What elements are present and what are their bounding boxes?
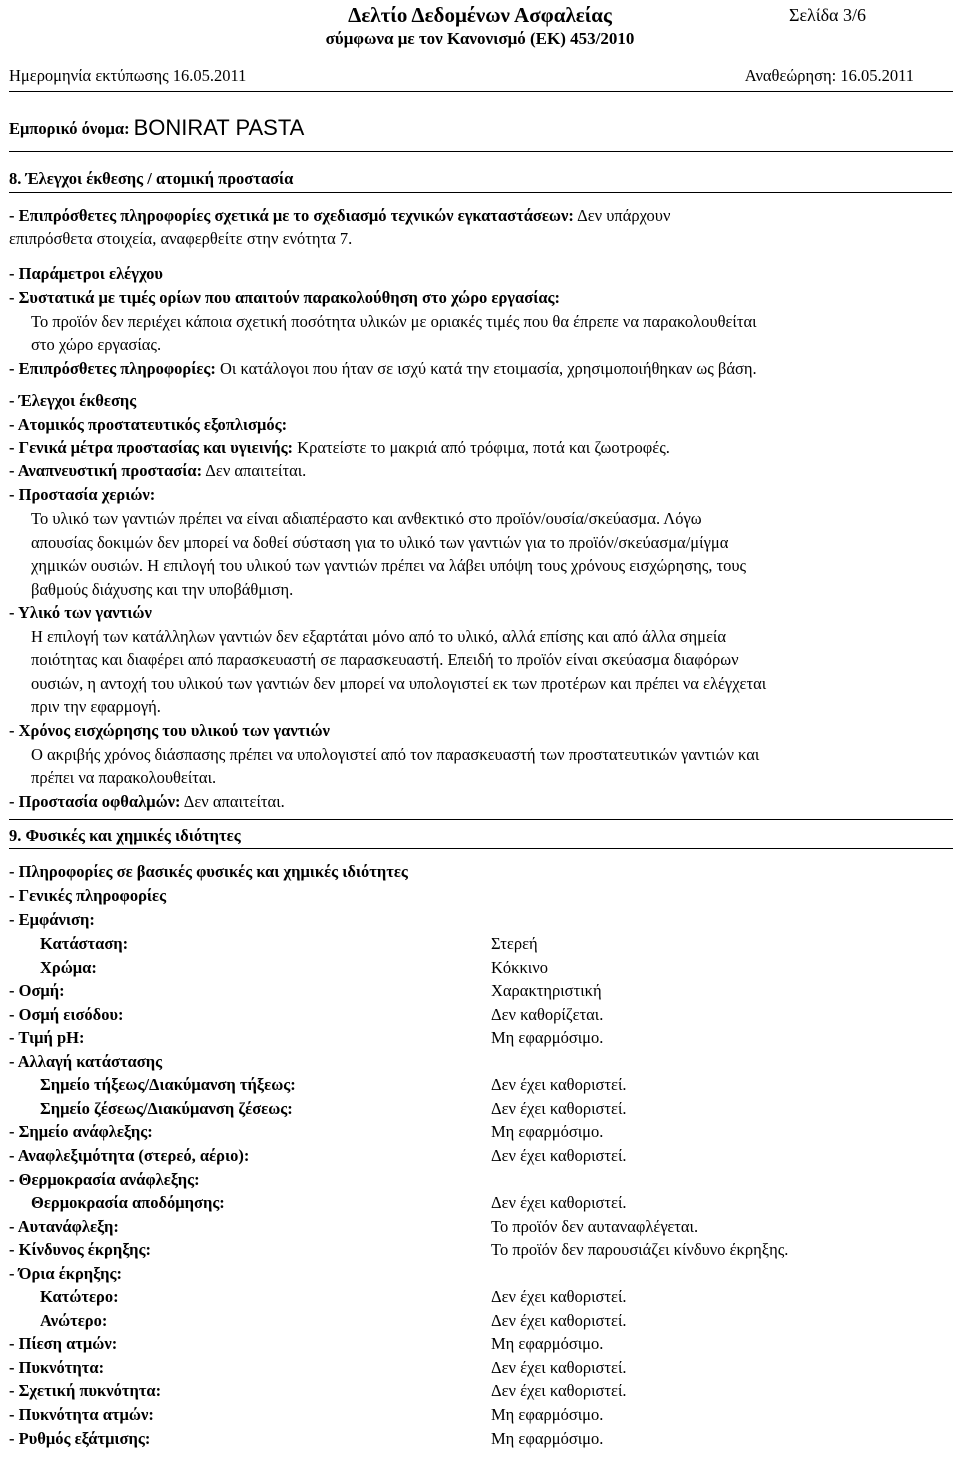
property-value: Μη εφαρμόσιμο. [491,1122,604,1141]
property-label: - Τιμή pH: [9,1028,85,1047]
property-value: Το προϊόν δεν αυταναφλέγεται. [491,1217,699,1236]
property-label: - Σχετική πυκνότητα: [9,1381,162,1400]
property-value: Κόκκινο [491,958,548,977]
property-label: Ανώτερο: [40,1311,108,1330]
hygiene-label: - Γενικά μέτρα προστασίας και υγιεινής: [9,438,294,457]
property-label: - Όρια έκρηξης: [9,1264,122,1283]
trade-name-label: Εμπορικό όνομα: [9,119,130,138]
limits-text-2: στο χώρο εργασίας. [31,335,162,354]
hand-text-1: Το υλικό των γαντιών πρέπει να είναι αδιαπέραστο και ανθεκτικό στο προϊόν/ουσία/σκεύασμα. Λόγω [31,509,702,528]
general-info: - Γενικές πληροφορίες [9,886,167,905]
property-label: - Σημείο ανάφλεξης: [9,1122,153,1141]
property-value: Δεν έχει καθοριστεί. [491,1099,627,1118]
property-value: Μη εφαρμόσιμο. [491,1429,604,1448]
property-label: Χρώμα: [40,958,97,977]
limits-text-1: Το προϊόν δεν περιέχει κάποια σχετική ποσότητα υλικών με οριακές τιμές που θα έπρεπε να παρακολουθείται [31,312,757,331]
revision-date: Αναθεώρηση: 16.05.2011 [744,66,914,85]
respiratory [9,459,306,483]
add-info-label: - Επιπρόσθετες πληροφορίες: [9,359,216,378]
glove-text-2: ποιότητας και διαφέρει από παρασκευαστή σε παρασκευαστή. Επειδή το προϊόν είναι σκεύασμα διαφόρων [31,650,739,669]
property-label: - Πυκνότητα: [9,1358,105,1377]
property-label: - Θερμοκρασία ανάφλεξης: [9,1170,200,1189]
section9-title-divider [9,848,953,849]
eye-protection-label: - Προστασία οφθαλμών: [9,792,181,811]
property-label: Σημείο τήξεως/Διακύμανση τήξεως: [40,1075,296,1094]
property-value: Δεν έχει καθοριστεί. [491,1311,627,1330]
property-label: Κατάσταση: [40,934,129,953]
document-subtitle: σύμφωνα με τον Κανονισμό (ΕΚ) 453/2010 [325,29,635,48]
property-label: - Οσμή: [9,981,65,1000]
section9-title: 9. Φυσικές και χημικές ιδιότητες [9,826,241,845]
respiratory-label: - Αναπνευστική προστασία: [9,461,203,480]
property-value: Δεν έχει καθοριστεί. [491,1287,627,1306]
page-number: Σελίδα 3/6 [788,5,866,25]
property-label: Κατώτερο: [40,1287,119,1306]
property-label: - Αναφλεξιμότητα (στερεό, αέριο): [9,1146,250,1165]
tech-info-label: - Επιπρόσθετες πληροφορίες σχετικά με το σχεδιασμό τεχνικών εγκαταστάσεων: [9,206,574,225]
trade-divider [9,151,953,152]
property-label: Σημείο ζέσεως/Διακύμανση ζέσεως: [40,1099,293,1118]
property-value: Δεν έχει καθοριστεί. [491,1193,627,1212]
glove-text-4: πριν την εφαρμογή. [31,697,161,716]
tech-info [9,204,670,228]
tech-info-value: Δεν υπάρχουν [577,206,671,225]
property-label: - Αυτανάφλεξη: [9,1217,119,1236]
hand-text-2: απουσίας δοκιμών δεν μπορεί να δοθεί σύσταση για το υλικό των γαντιών για το προϊόν/σκεύασμα/μίγμα [31,533,729,552]
add-info [9,357,757,381]
trade-name [9,116,304,141]
hand-protection-label: - Προστασία χεριών: [9,485,156,504]
property-value: Δεν έχει καθοριστεί. [491,1075,627,1094]
glove-material-label: - Υλικό των γαντιών [9,603,152,622]
glove-text-1: Η επιλογή των κατάλληλων γαντιών δεν εξαρτάται μόνο από το υλικό, αλλά επίσης και από άλλα σημεία [31,627,726,646]
property-value: Δεν έχει καθοριστεί. [491,1381,627,1400]
basic-properties-title: - Πληροφορίες σε βασικές φυσικές και χημικές ιδιότητες [9,862,408,881]
add-info-value: Οι κατάλογοι που ήταν σε ισχύ κατά την ετοιμασία, χρησιμοποιήθηκαν ως βάση. [220,359,757,378]
document-title: Δελτίο Δεδομένων Ασφαλείας [348,3,612,27]
property-label: - Κίνδυνος έκρηξης: [9,1240,152,1259]
print-date: Ημερομηνία εκτύπωσης 16.05.2011 [9,66,247,85]
property-label: - Ρυθμός εξάτμισης: [9,1429,151,1448]
property-label: - Οσμή εισόδου: [9,1005,124,1024]
section8-title: 8. Έλεγχοι έκθεσης / ατομική προστασία [9,169,294,188]
property-value: Δεν έχει καθοριστεί. [491,1146,627,1165]
eye-protection-value: Δεν απαιτείται. [183,792,285,811]
property-value: Μη εφαρμόσιμο. [491,1405,604,1424]
property-value: Στερεή [491,934,538,953]
glove-text-3: ουσιών, η αντοχή του υλικού των γαντιών δεν μπορεί να υπολογιστεί εκ των προτέρων και πρέπει να ελέγχεται [31,674,767,693]
property-value: Το προϊόν δεν παρουσιάζει κίνδυνο έκρηξης. [491,1240,789,1259]
property-value: Χαρακτηριστική [491,981,602,1000]
exposure-controls: - Έλεγχοι έκθεσης [9,391,137,410]
property-label: - Πυκνότητα ατμών: [9,1405,154,1424]
property-label: - Πίεση ατμών: [9,1334,118,1353]
limits-label: - Συστατικά με τιμές ορίων που απαιτούν παρακολούθηση στο χώρο εργασίας: [9,288,560,307]
property-value: Δεν καθορίζεται. [491,1005,604,1024]
header-divider [9,91,953,92]
penetration-text-1: Ο ακριβής χρόνος διάσπασης πρέπει να υπολογιστεί από τον παρασκευαστή των προστατευτικών γαντιών και [31,745,760,764]
hand-text-4: βαθμούς διάχυσης και την υποβάθμιση. [31,580,294,599]
tech-info-cont: επιπρόσθετα στοιχεία, αναφερθείτε στην ενότητα 7. [9,229,353,248]
property-value: Μη εφαρμόσιμο. [491,1334,604,1353]
property-value: Μη εφαρμόσιμο. [491,1028,604,1047]
penetration-text-2: πρέπει να παρακολουθείται. [31,768,217,787]
section9-top-divider [9,819,953,820]
trade-name-value: BONIRAT PASTA [133,115,305,140]
hygiene [9,436,670,460]
property-value: Δεν έχει καθοριστεί. [491,1358,627,1377]
hand-text-3: χημικών ουσιών. Η επιλογή του υλικού των γαντιών πρέπει να λάβει υπόψη τους χρόνους εισχώρησης, τους [31,556,747,575]
property-label: - Αλλαγή κατάστασης [9,1052,163,1071]
eye-protection [9,790,285,814]
hygiene-value: Κρατείστε το μακριά από τρόφιμα, ποτά και ζωοτροφές. [297,438,670,457]
ppe-label: - Ατομικός προστατευτικός εξοπλισμός: [9,415,288,434]
property-label: Θερμοκρασία αποδόμησης: [31,1193,225,1212]
penetration-label: - Χρόνος εισχώρησης του υλικού των γαντιών [9,721,330,740]
appearance-label: - Εμφάνιση: [9,910,95,929]
control-params: - Παράμετροι ελέγχου [9,264,163,283]
respiratory-value: Δεν απαιτείται. [205,461,307,480]
